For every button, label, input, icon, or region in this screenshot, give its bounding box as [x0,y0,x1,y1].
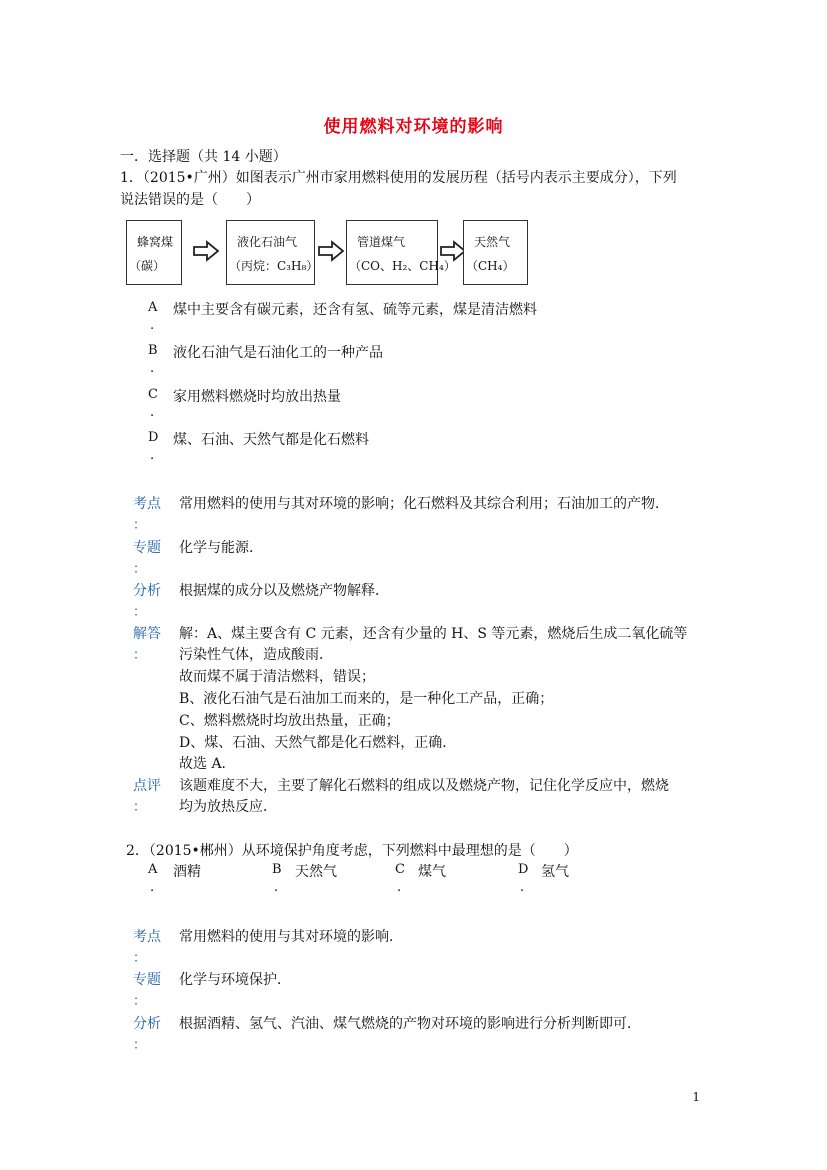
section-heading: 一．选择题（共 14 小题） [120,149,287,165]
label-colon: ： [133,1038,147,1053]
diagram-box-lpg [226,220,319,285]
dianping-label: 点评 [133,778,161,794]
jieda-line: 污染性气体，造成酸雨． [179,647,333,663]
q2-stem: 2．（2015•郴州）从环境保护角度考虑，下列燃料中最理想的是（ ） [126,843,578,859]
option-text: 煤气 [418,864,446,880]
option-letter: A [148,300,158,315]
page-number: 1 [692,1090,700,1104]
dianping-line: 均为放热反应． [179,799,277,815]
jieda-line: B、液化石油气是石油加工而来的，是一种化工产品，正确； [179,691,554,707]
option-letter: D [148,430,159,445]
dianping-line: 该题难度不大，主要了解化石燃料的组成以及燃烧产物，记住化学反应中，燃烧 [179,778,669,794]
box-lpg-comp: （丙烷：C₃H₈） [229,259,319,273]
label-colon: ： [133,605,147,620]
diagram-box-natural-gas [463,220,528,285]
box-coal-name: 蜂窝煤 [137,235,174,249]
option-dot: . [150,880,155,895]
label-colon: ： [133,518,147,533]
zhuanti-text: 化学与环境保护． [179,972,291,988]
option-dot: . [150,405,155,420]
option-text: 氢气 [541,864,569,880]
option-text: 煤中主要含有碳元素，还含有氢、硫等元素，煤是清洁燃料 [173,302,537,318]
page-title: 使用燃料对环境的影响 [323,117,504,137]
option-text: 天然气 [295,864,337,880]
jieda-label: 解答 [133,626,161,642]
option-dot: . [150,318,155,333]
zhuanti-text: 化学与能源． [179,540,263,556]
fenxi-label: 分析 [133,1016,161,1032]
q1-stem-line1: 1．（2015•广州）如图表示广州市家用燃料使用的发展历程（括号内表示主要成分），下列 [120,170,677,186]
zhuanti-label: 专题 [133,540,161,556]
option-dot: . [274,880,279,895]
box-natural-gas-comp: （CH₄） [466,259,515,273]
option-letter: B [148,343,158,358]
label-colon: ： [133,800,147,815]
kaodian-label: 考点 [133,929,161,945]
diagram-box-coal-gas [346,220,456,285]
diagram-box-coal [126,220,182,285]
option-letter: B [272,862,282,877]
option-dot: . [397,880,402,895]
option-letter: C [395,862,405,877]
label-colon: ： [133,951,147,966]
jieda-line: 故而煤不属于清洁燃料，错误； [179,669,375,685]
zhuanti-label: 专题 [133,972,161,988]
jieda-line: 故选 A． [179,756,236,772]
arrow-right-icon [192,240,220,262]
kaodian-text: 常用燃料的使用与其对环境的影响；化石燃料及其综合利用；石油加工的产物． [179,496,669,512]
label-colon: ： [133,562,147,577]
jieda-line: C、燃料燃烧时均放出热量，正确； [179,713,400,729]
arrow-right-icon [317,240,345,262]
option-letter: C [148,387,158,402]
label-colon: ： [133,994,147,1009]
jieda-line: D、煤、石油、天然气都是化石燃料，正确． [179,735,457,751]
box-coal-gas-comp: （CO、H₂、CH₄） [349,259,456,273]
label-colon: ： [133,648,147,663]
box-natural-gas-name: 天然气 [474,235,511,249]
box-coal-gas-name: 管道煤气 [357,235,406,249]
kaodian-label: 考点 [133,496,161,512]
q1-stem-line2: 说法错误的是（ ） [120,192,260,208]
option-dot: . [150,448,155,463]
box-coal-comp: （碳） [129,259,166,273]
option-letter: D [518,862,529,877]
kaodian-text: 常用燃料的使用与其对环境的影响． [179,929,403,945]
option-dot: . [150,361,155,376]
fenxi-label: 分析 [133,583,161,599]
fenxi-text: 根据煤的成分以及燃烧产物解释． [179,583,389,599]
option-text: 液化石油气是石油化工的一种产品 [173,345,383,361]
option-text: 家用燃料燃烧时均放出热量 [173,389,341,405]
option-text: 煤、石油、天然气都是化石燃料 [173,432,369,448]
option-dot: . [520,880,525,895]
option-letter: A [148,862,158,877]
fenxi-text: 根据酒精、氢气、汽油、煤气燃烧的产物对环境的影响进行分析判断即可． [179,1016,641,1032]
option-text: 酒精 [173,864,201,880]
box-lpg-name: 液化石油气 [237,235,298,249]
jieda-line: 解：A、煤主要含有 C 元素，还含有少量的 H、S 等元素，燃烧后生成二氧化硫等 [179,626,688,642]
